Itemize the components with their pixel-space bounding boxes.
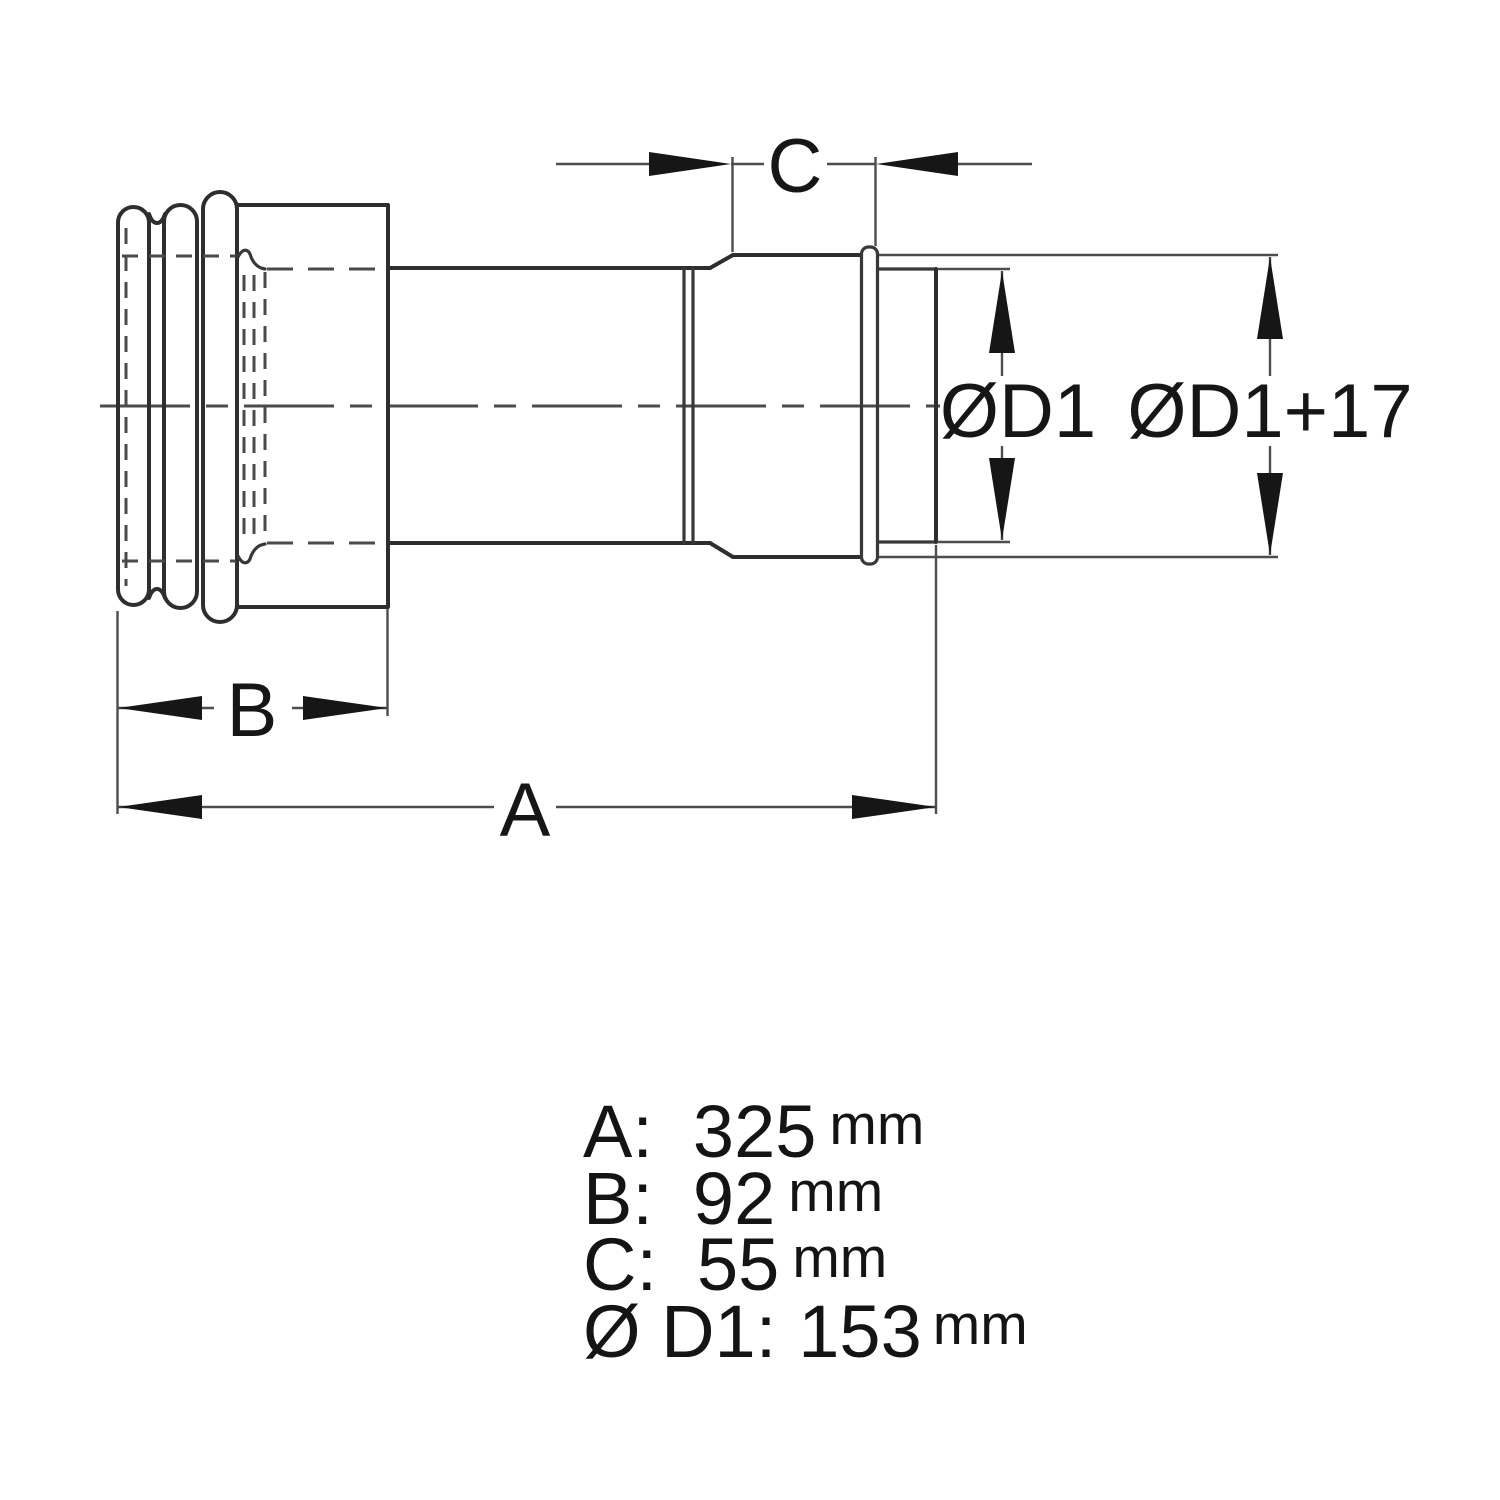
legend-dim-unit: mm [792,1226,888,1290]
legend-dim-unit: mm [829,1093,925,1157]
arrowhead-up-icon [1257,257,1283,339]
socket-valley-bottom [149,589,165,598]
dimension-a-label: A [499,768,551,853]
legend-row [583,1290,1028,1373]
arrowhead-right-icon [649,152,731,176]
dimension-c-label: C [767,124,823,209]
sleeve-chamfer-top [710,255,733,268]
legend-dim-label: Ø D1: [583,1290,777,1373]
legend-dim-value: 153 [798,1290,922,1373]
dimension-c [556,124,1032,252]
arrowhead-right-icon [303,696,387,720]
arrowhead-down-icon [1257,473,1283,555]
legend-dim-unit: mm [932,1293,1028,1357]
arrowhead-left-icon [876,152,958,176]
arrowhead-left-icon [118,696,202,720]
legend-dim-value: 92 [692,1157,776,1240]
dimension-b-label: B [226,668,278,753]
legend [583,1090,1028,1373]
legend-dim-label: C: [583,1223,657,1306]
legend-dim-label: A: [583,1090,653,1173]
arrowhead-down-icon [989,458,1015,540]
legend-dim-value: 55 [697,1223,780,1306]
arrowhead-up-icon [989,271,1015,353]
legend-dim-unit: mm [788,1160,884,1224]
sleeve-chamfer-bottom [710,543,733,557]
arrowhead-left-icon [118,795,202,819]
arrowhead-right-icon [852,795,936,819]
dimension-d1-label: ØD1 [939,369,1097,454]
gasket-seat-bottom [238,544,265,563]
legend-dim-value: 325 [692,1090,817,1173]
dimension-d1-plus17-label: ØD1+17 [1127,369,1413,454]
dimension-b [118,609,388,814]
gasket-seat-top [238,250,265,269]
dimension-d1 [938,269,1096,542]
legend-dim-label: B: [583,1157,653,1240]
socket-valley-top [149,214,165,223]
